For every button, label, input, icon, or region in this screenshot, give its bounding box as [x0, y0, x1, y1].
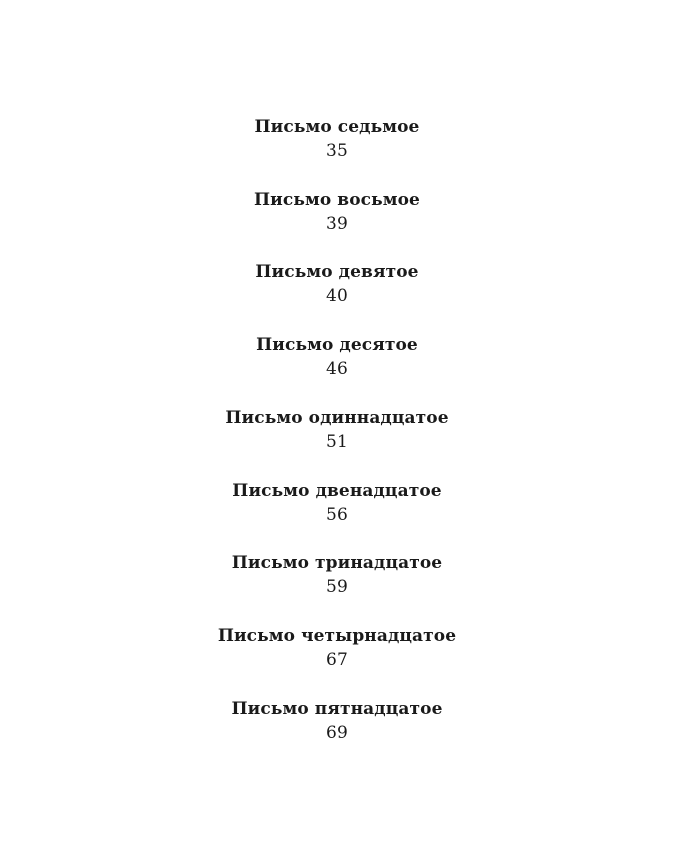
toc-entry[interactable] — [0, 551, 674, 599]
toc-entry-page-number: 69 — [325, 723, 349, 743]
toc-entry-title: Письмо тринадцатое — [231, 553, 443, 573]
toc-entry-page-number: 35 — [325, 141, 349, 161]
toc-entry-page-number: 46 — [325, 359, 349, 379]
toc-entry-title: Письмо девятое — [255, 262, 419, 282]
toc-entry[interactable] — [0, 188, 674, 236]
toc-entry[interactable] — [0, 406, 674, 454]
toc-entry-page-number: 59 — [325, 577, 349, 597]
toc-entry-title: Письмо четырнадцатое — [217, 626, 457, 646]
toc-entry-page-number: 67 — [325, 650, 349, 670]
toc-entry-page-number: 40 — [325, 286, 349, 306]
toc-entry-title: Письмо одиннадцатое — [225, 408, 449, 428]
toc-entry[interactable] — [0, 115, 674, 163]
toc-entry[interactable] — [0, 479, 674, 527]
toc-entry-page-number: 56 — [325, 505, 349, 525]
toc-entry-page-number: 51 — [325, 432, 349, 452]
toc-entry-title: Письмо седьмое — [254, 117, 420, 137]
toc-entry[interactable] — [0, 624, 674, 672]
toc-entry-title: Письмо пятнадцатое — [231, 699, 443, 719]
toc-entry[interactable] — [0, 697, 674, 745]
toc-entry[interactable] — [0, 260, 674, 308]
toc-entry[interactable] — [0, 333, 674, 381]
toc-entry-title: Письмо десятое — [256, 335, 418, 355]
toc-entry-page-number: 39 — [325, 214, 349, 234]
toc-entry-title: Письмо двенадцатое — [232, 481, 442, 501]
toc-entry-title: Письмо восьмое — [254, 190, 420, 210]
